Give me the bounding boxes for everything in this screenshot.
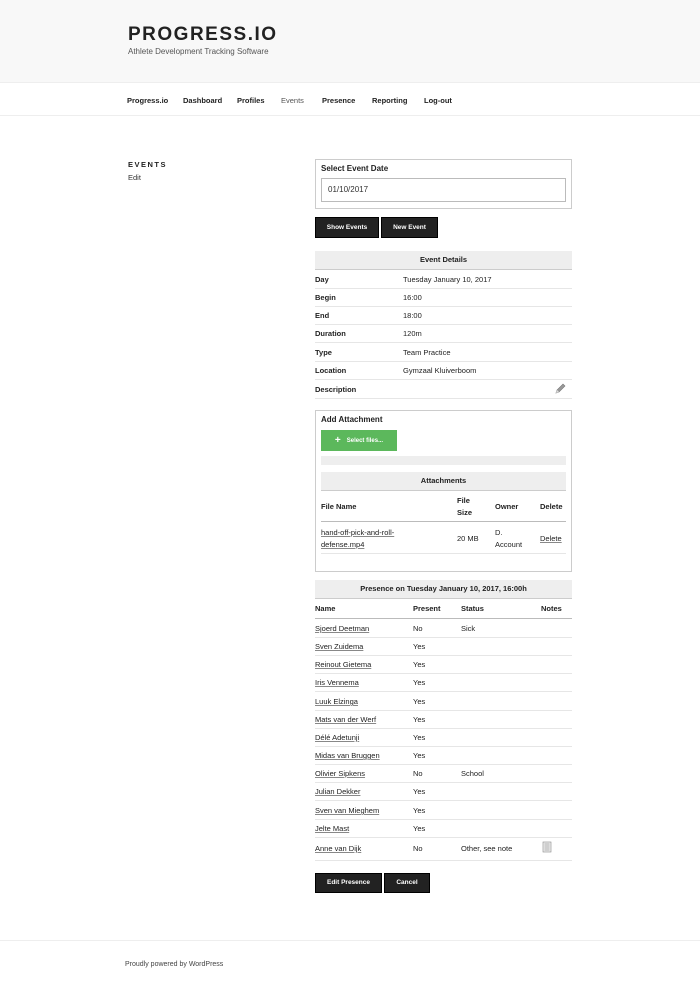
file-size: 20 MB xyxy=(457,534,479,543)
pencil-icon[interactable] xyxy=(554,383,566,395)
divider xyxy=(315,746,572,747)
detail-label-duration: Duration xyxy=(315,329,346,338)
divider xyxy=(315,764,572,765)
column-delete: Delete xyxy=(540,502,563,511)
column-file-size-line1: File xyxy=(457,496,470,505)
divider xyxy=(315,398,572,399)
present-value: Yes xyxy=(413,806,426,815)
athlete-name-link[interactable]: Mats van der Werf xyxy=(315,715,377,724)
athlete-name-link[interactable]: Jelte Mast xyxy=(315,824,350,833)
divider xyxy=(315,655,572,656)
present-value: Yes xyxy=(413,751,426,760)
nav-item-dashboard[interactable]: Dashboard xyxy=(183,96,223,105)
athlete-name-link[interactable]: Luuk Elzinga xyxy=(315,697,358,706)
present-value: Yes xyxy=(413,678,426,687)
divider xyxy=(315,691,572,692)
footer-divider xyxy=(0,940,700,941)
edit-presence-button[interactable]: Edit Presence xyxy=(315,873,382,893)
athlete-name-link[interactable]: Sven van Mieghem xyxy=(315,806,380,815)
divider xyxy=(315,782,572,783)
present-value: Yes xyxy=(413,787,426,796)
divider xyxy=(315,819,572,820)
present-value: Yes xyxy=(413,715,426,724)
delete-file-link[interactable]: Delete xyxy=(540,534,562,543)
file-name-link-line1[interactable]: hand-off-pick-and-roll- xyxy=(321,528,395,537)
detail-value-day: Tuesday January 10, 2017 xyxy=(403,275,492,284)
status-value: Other, see note xyxy=(461,844,513,853)
nav-item-log-out[interactable]: Log-out xyxy=(424,96,452,105)
divider xyxy=(315,618,572,619)
divider xyxy=(315,837,572,838)
divider xyxy=(315,637,572,638)
detail-label-end: End xyxy=(315,311,330,320)
present-value: No xyxy=(413,844,423,853)
nav-item-reporting[interactable]: Reporting xyxy=(372,96,408,105)
event-details-header: Event Details xyxy=(315,251,572,270)
divider xyxy=(321,521,566,522)
divider xyxy=(315,361,572,362)
nav-item-presence[interactable]: Presence xyxy=(322,96,356,105)
detail-label-type: Type xyxy=(315,348,332,357)
detail-label-day: Day xyxy=(315,275,329,284)
present-value: Yes xyxy=(413,642,426,651)
column-name: Name xyxy=(315,604,336,613)
divider xyxy=(315,342,572,343)
divider xyxy=(315,673,572,674)
file-name-link-line2[interactable]: defense.mp4 xyxy=(321,540,365,549)
present-value: Yes xyxy=(413,824,426,833)
column-present: Present xyxy=(413,604,441,613)
divider xyxy=(315,379,572,380)
nav-item-events[interactable]: Events xyxy=(281,96,304,105)
new-event-button[interactable]: New Event xyxy=(381,217,438,238)
file-owner-line2: Account xyxy=(495,540,523,549)
main-nav xyxy=(0,82,700,116)
athlete-name-link[interactable]: Délé Adetunji xyxy=(315,733,360,742)
select-files-button[interactable] xyxy=(321,430,397,451)
file-owner-line1: D. xyxy=(495,528,503,537)
page-title: EVENTS xyxy=(128,160,168,169)
athlete-name-link[interactable]: Iris Vennema xyxy=(315,678,359,687)
event-date-input[interactable]: 01/10/2017 xyxy=(321,178,566,202)
athlete-name-link[interactable]: Reinout Gietema xyxy=(315,660,372,669)
date-select-label: Select Event Date xyxy=(321,164,389,173)
cancel-button[interactable]: Cancel xyxy=(384,873,430,893)
divider xyxy=(315,710,572,711)
site-header xyxy=(0,0,700,82)
detail-label-begin: Begin xyxy=(315,293,336,302)
plus-icon: + xyxy=(334,434,341,446)
present-value: Yes xyxy=(413,733,426,742)
column-file-size-line2: Size xyxy=(457,508,473,517)
divider xyxy=(315,728,572,729)
athlete-name-link[interactable]: Olivier Sipkens xyxy=(315,769,366,778)
detail-label-location: Location xyxy=(315,366,347,375)
athlete-name-link[interactable]: Julian Dekker xyxy=(315,787,361,796)
column-status: Status xyxy=(461,604,484,613)
athlete-name-link[interactable]: Midas van Bruggen xyxy=(315,751,380,760)
nav-item-profiles[interactable]: Profiles xyxy=(237,96,265,105)
detail-value-type: Team Practice xyxy=(403,348,451,357)
note-icon[interactable] xyxy=(541,841,553,853)
present-value: No xyxy=(413,769,423,778)
divider xyxy=(315,288,572,289)
present-value: Yes xyxy=(413,697,426,706)
select-files-label: Select files... xyxy=(346,437,384,444)
edit-link[interactable]: Edit xyxy=(128,173,141,182)
detail-value-duration: 120m xyxy=(403,329,422,338)
detail-value-location: Gymzaal Kluiverboom xyxy=(403,366,477,375)
add-attachment-label: Add Attachment xyxy=(321,415,383,424)
divider xyxy=(321,553,566,554)
divider xyxy=(315,324,572,325)
status-value: Sick xyxy=(461,624,476,633)
detail-label-description: Description xyxy=(315,385,357,394)
column-file-name: File Name xyxy=(321,502,357,511)
site-description: Athlete Development Tracking Software xyxy=(128,47,269,56)
status-value: School xyxy=(461,769,484,778)
attachments-header: Attachments xyxy=(321,472,566,491)
divider xyxy=(315,860,572,861)
athlete-name-link[interactable]: Sjoerd Deetman xyxy=(315,624,370,633)
upload-progress-bar xyxy=(321,456,566,465)
show-events-button[interactable]: Show Events xyxy=(315,217,379,238)
detail-value-begin: 16:00 xyxy=(403,293,422,302)
present-value: No xyxy=(413,624,423,633)
column-notes: Notes xyxy=(541,604,562,613)
detail-value-end: 18:00 xyxy=(403,311,422,320)
column-owner: Owner xyxy=(495,502,519,511)
athlete-name-link[interactable]: Anne van Dijk xyxy=(315,844,362,853)
divider xyxy=(315,306,572,307)
footer-credit[interactable]: Proudly powered by WordPress xyxy=(125,961,224,968)
divider xyxy=(315,800,572,801)
athlete-name-link[interactable]: Sven Zuidema xyxy=(315,642,364,651)
presence-header: Presence on Tuesday January 10, 2017, 16:00h xyxy=(315,580,572,599)
present-value: Yes xyxy=(413,660,426,669)
site-title[interactable]: PROGRESS.IO xyxy=(128,24,278,45)
nav-item-progress-io[interactable]: Progress.io xyxy=(127,96,169,105)
